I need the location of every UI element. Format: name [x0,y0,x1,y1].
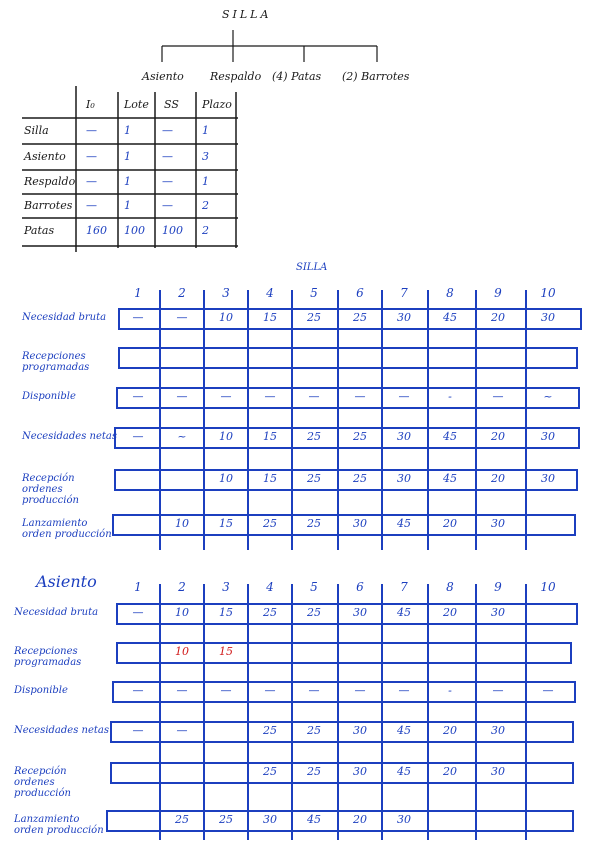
mrp-cell-value: 20 [491,430,505,443]
bom-cell-value: — [162,150,173,163]
mrp-cell-value: 20 [443,606,457,619]
mrp-cell-value: — [176,390,188,403]
mrp-cell-value: 45 [397,765,411,778]
tree-child-respaldo: Respaldo [210,70,262,83]
period-label: 5 [310,286,318,300]
mrp-cell-value: — [264,390,276,403]
period-label: 1 [134,286,142,300]
mrp-cell-value: 30 [397,472,411,485]
mrp-cell-value: 45 [443,430,457,443]
tree-child-barrotes: (2) Barrotes [342,70,410,83]
bom-cell-value: — [86,150,97,163]
mrp-cell-value: 15 [219,517,233,530]
bom-row-label: Barrotes [24,199,73,212]
mrp-cell-value: 25 [307,606,321,619]
bom-cell-value: 100 [162,224,183,237]
mrp-row-label: Necesidad bruta [22,312,107,323]
mrp-cell-value: 15 [219,645,233,658]
tree-child-patas: (4) Patas [272,70,322,83]
mrp-row-label: Recepción ordenes producción [22,473,79,506]
mrp-cell-value: 30 [397,311,411,324]
period-label: 1 [134,580,142,594]
mrp-row-label: Disponible [14,685,68,696]
mrp-cell-value: 15 [263,311,277,324]
bom-cell-value: 2 [202,224,209,237]
mrp-cell-value: 30 [353,517,367,530]
bom-cell-value: 1 [124,175,131,188]
period-label: 8 [446,286,454,300]
mrp-cell-value: 30 [353,606,367,619]
bom-row-label: Patas [24,224,55,237]
bom-cell-value: 2 [202,199,209,212]
mrp-cell-value: 20 [353,813,367,826]
period-label: 4 [266,580,274,594]
mrp-cell-value: — [132,684,144,697]
mrp-cell-value: — [132,606,144,619]
period-label: 10 [540,286,556,300]
bom-cell-value: 1 [124,199,131,212]
mrp-cell-value: 10 [219,472,233,485]
period-label: 8 [446,580,454,594]
bom-cell-value: 1 [202,124,209,137]
mrp-cell-value: 25 [353,472,367,485]
mrp-cell-value: 25 [307,311,321,324]
mrp-cell-value: 30 [541,472,555,485]
mrp-cell-value: 25 [263,606,277,619]
mrp-cell-value: — [132,390,144,403]
period-label: 2 [178,286,186,300]
mrp-cell-value: - [448,684,452,697]
mrp-cell-value: — [492,390,504,403]
mrp-cell-value: — [542,684,554,697]
mrp-cell-value: — [354,390,366,403]
bom-cell-value: — [162,124,173,137]
mrp-cell-value: 25 [307,724,321,737]
mrp-cell-value: 15 [219,606,233,619]
mrp-cell-value: - [448,390,452,403]
tree-root: SILLA [222,8,272,21]
mrp-cell-value: 45 [443,311,457,324]
bom-cell-value: 160 [86,224,107,237]
mrp-cell-value: 25 [263,724,277,737]
mrp-cell-value: 30 [491,765,505,778]
tree-child-asiento: Asiento [142,70,184,83]
mrp-cell-value: 30 [397,430,411,443]
mrp-cell-value: 25 [219,813,233,826]
mrp-cell-value: 20 [443,517,457,530]
mrp-cell-value: 10 [175,517,189,530]
mrp-cell-value: 25 [307,472,321,485]
bom-cell-value: — [162,199,173,212]
mrp-row-label: Lanzamiento orden producción [22,518,112,540]
mrp-cell-value: 30 [353,765,367,778]
period-label: 4 [266,286,274,300]
mrp-cell-value: ~ [543,390,553,403]
mrp-cell-value: — [492,684,504,697]
bom-header-lote: Lote [124,98,149,111]
mrp-cell-value: 20 [491,472,505,485]
mrp-cell-value: 25 [353,430,367,443]
mrp-cell-value: 10 [175,645,189,658]
period-label: 5 [310,580,318,594]
mrp-cell-value: 30 [397,813,411,826]
mrp-cell-value: — [398,390,410,403]
bom-cell-value: 1 [202,175,209,188]
mrp-cell-value: 20 [443,765,457,778]
mrp-row-label: Necesidades netas [22,431,117,442]
mrp-cell-value: 20 [443,724,457,737]
period-label: 10 [540,580,556,594]
mrp-cell-value: 30 [491,517,505,530]
mrp-cell-value: 25 [263,517,277,530]
mrp-cell-value: 25 [353,311,367,324]
mrp-cell-value: 10 [219,311,233,324]
bom-cell-value: — [162,175,173,188]
mrp-cell-value: 45 [443,472,457,485]
mrp-row-label: Lanzamiento orden producción [14,814,104,836]
mrp-cell-value: ~ [177,430,187,443]
mrp-cell-value: — [176,311,188,324]
bom-header-i0: I₀ [86,98,95,111]
bom-cell-value: — [86,175,97,188]
mrp-cell-value: 30 [541,430,555,443]
bom-cell-value: 1 [124,150,131,163]
mrp-cell-value: 25 [175,813,189,826]
mrp-cell-value: 10 [219,430,233,443]
mrp-cell-value: 15 [263,472,277,485]
bom-header-ss: SS [164,98,179,111]
mrp-cell-value: 45 [397,724,411,737]
mrp-cell-value: 25 [307,517,321,530]
bom-cell-value: — [86,199,97,212]
bom-row-label: Silla [24,124,49,137]
bom-header-plazo: Plazo [202,98,232,111]
mrp-cell-value: — [308,684,320,697]
mrp-cell-value: 25 [263,765,277,778]
mrp-cell-value: — [220,684,232,697]
mrp-cell-value: 25 [307,430,321,443]
mrp-cell-value: — [176,724,188,737]
period-label: 6 [356,580,364,594]
mrp-section-title: SILLA [296,262,328,273]
bom-cell-value: 100 [124,224,145,237]
mrp-cell-value: — [264,684,276,697]
period-label: 9 [494,580,502,594]
mrp-row-label: Recepciones programadas [22,351,90,373]
mrp-cell-value: 45 [307,813,321,826]
period-label: 7 [400,286,408,300]
mrp-row-label: Necesidad bruta [14,607,99,618]
period-label: 2 [178,580,186,594]
mrp-cell-value: 10 [175,606,189,619]
period-label: 9 [494,286,502,300]
mrp-cell-value: 30 [491,606,505,619]
mrp-cell-value: 30 [353,724,367,737]
mrp-cell-value: 30 [541,311,555,324]
bom-cell-value: 1 [124,124,131,137]
mrp-cell-value: 45 [397,606,411,619]
mrp-cell-value: — [354,684,366,697]
mrp-row-label: Disponible [22,391,76,402]
mrp-cell-value: 45 [397,517,411,530]
mrp-cell-value: — [398,684,410,697]
mrp-cell-value: 15 [263,430,277,443]
bom-cell-value: — [86,124,97,137]
period-label: 6 [356,286,364,300]
mrp-row-label: Necesidades netas [14,725,109,736]
mrp-section-title: Asiento [36,572,97,591]
bom-row-label: Respaldo [24,175,76,188]
period-label: 7 [400,580,408,594]
mrp-cell-value: — [308,390,320,403]
mrp-cell-value: — [132,311,144,324]
mrp-cell-value: 30 [491,724,505,737]
mrp-row-label: Recepción ordenes producción [14,766,71,799]
mrp-cell-value: 25 [307,765,321,778]
mrp-cell-value: — [176,684,188,697]
bom-cell-value: 3 [202,150,209,163]
mrp-cell-value: 20 [491,311,505,324]
mrp-cell-value: — [132,724,144,737]
mrp-cell-value: — [132,430,144,443]
mrp-row-label: Recepciones programadas [14,646,82,668]
mrp-cell-value: 30 [263,813,277,826]
mrp-cell-value: — [220,390,232,403]
period-label: 3 [222,286,230,300]
mrp-row-box [118,347,578,369]
period-label: 3 [222,580,230,594]
bom-row-label: Asiento [24,150,66,163]
